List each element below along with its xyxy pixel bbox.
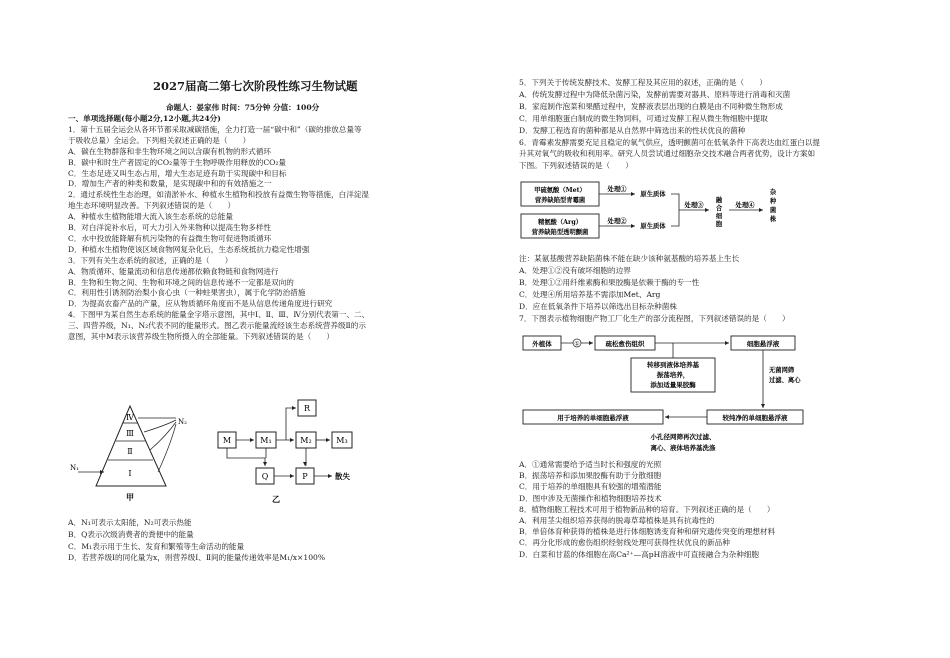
question-line: 4．下图甲为某自然生态系统的能量金字塔示意图，其中Ⅰ、Ⅱ、Ⅲ、Ⅳ分别代表第一、二、 [68,310,370,320]
n2-label: N₂ [178,418,187,426]
strain2-line1: 精氨酸（Arg） [537,219,583,226]
proto1-label: 原生质体 [640,191,666,198]
question-line: B．单倍体育种获得的植株是进行体细胞诱变育种和研究遗传突变的理想材料 [519,527,776,537]
level-1-label: Ⅰ [128,469,132,478]
sieve-note [623,430,743,456]
question-line: B．家庭制作泡菜和果醋过程中，发酵液表层出现的白膜是由不同种微生物形成 [519,101,783,111]
question-line: A．物质循环、能量流动和信息传递都依赖食物链和食物网进行 [68,266,279,276]
hybrid-strain-figure [519,180,819,250]
question-line: 于吸收总量）全运会。下列相关叙述正确的是（ ） [68,135,251,145]
question-line: A．传统发酵过程中为降低杂菌污染，发酵前需要对器具、原料等进行消毒和灭菌 [519,89,791,99]
exam-meta: 命题人：晏家伟 时间：75分钟 分值：100分 [166,103,320,112]
step2-label: 处理② [607,218,627,225]
step1-label: 处理① [607,186,627,193]
question-line: D．发酵工程选育的菌种都是从自然界中筛选出来的性状优良的菌种 [519,125,746,135]
energy-flow-figure [216,398,426,514]
suspension-label: 细胞悬浮液 [746,340,780,348]
question-line: 升其对氧气的吸收和利用率。研究人员尝试通过细胞杂交技术融合两者优势，设计方案如 [519,149,816,159]
level-4-label: Ⅳ [126,413,134,422]
node-q: Q [261,472,269,481]
question-line: C．生态足迹又叫生态占用，增大生态足迹有助于实现碳中和目标 [68,168,287,178]
transfer-line1: 转移到液体培养基 [647,361,699,369]
n1-label: N₁ [70,464,79,472]
question-line: B．振荡培养和添加果胶酶有助于分散细胞 [519,471,662,481]
sieve-line2: 离心、液体培养基洗涤 [650,444,716,452]
strain2-line2: 营养缺陷型透明颤菌 [531,229,589,236]
node-m: M [222,436,232,445]
question-line: 2．通过系统性生态治理，如清淤补水、种植水生植物和投放有益微生物等措施，白洋淀湿 [68,190,369,200]
level-3-label: Ⅲ [126,429,134,438]
question-line: 6．青霉素发酵需要充足且稳定的氧气供应，透明颤菌可在低氧条件下高表达血红蛋白以提 [519,137,820,147]
question-line: C．利用性引诱剂防治梨小食心虫（一种蛀果害虫），属于化学防治措施 [68,288,306,298]
question-line: 3．下列有关生态系统的叙述，正确的是（ ） [68,255,233,265]
question-line: A．碳在生物群落和非生物环境之间以含碳有机物的形式循环 [68,146,271,156]
node-p: P [302,472,308,481]
question-line: C．再分化形成的愈伤组织经射线处理可获得性状优良的新品种 [519,538,730,548]
question-line: B．对白洋淀补水后，可大力引入外来物种以提高生物多样性 [68,223,272,232]
hybrid-result-label: 杂种菌株 [769,189,777,223]
filter-line2: 过滤、离心 [769,377,801,384]
node-m1: M₁ [260,436,272,445]
proto2-label: 原生质体 [640,223,666,230]
strain1-line2: 营养缺陷型青霉菌 [534,197,586,204]
transfer-line3: 添加适量果胶酶 [650,381,696,389]
energy-pyramid-figure [68,400,208,512]
explant-label: 外植体 [532,340,552,348]
question-line: 一、单项选择题(每小题2分,12小题,共24分) [68,114,221,123]
question-line: 地生态环境明显改善。下列叙述错误的是（ ） [68,201,236,211]
question-line: A．处理①②没有破坏细胞的边界 [519,265,631,275]
node-m3: M₃ [336,436,348,445]
question-line: 8．植物细胞工程技术可用于植物新品种的培育。下列叙述正确的是（ ） [519,504,775,514]
question-line: A．利用茎尖组织培养获得的脱毒草莓植株是具有抗毒性的 [519,516,715,525]
pure-suspension-label: 较纯净的单细胞悬浮液 [722,414,788,422]
step4-label: 处理④ [735,202,755,209]
step3-label: 处理③ [684,202,704,209]
q4-option: D．若营养级Ⅰ的同化量为x，则营养级Ⅰ、Ⅱ间的能量传递效率是M₁/x×100% [68,553,326,563]
question-line: A．种植水生植物能增大流入该生态系统的总能量 [68,212,233,222]
question-line: 1．第十五届全运会从各环节都采取减碳措施，全力打造一届“碳中和”（碳的排放总量等 [68,124,362,134]
question-line: B．处理①②用纤维素酶和果胶酶是依赖于酶的专一性 [519,277,700,287]
question-line: C．用于培养的单细胞具有较强的增殖潜能 [519,482,662,492]
node-r: R [303,404,311,413]
question-line: 5．下列关于传统发酵技术、发酵工程及其应用的叙述，正确的是（ ） [519,78,767,87]
question-line: A．①通常需要给予适当时长和强度的光照 [519,460,662,469]
transfer-line2: 振荡培养， [656,371,690,379]
q4-option: B．Q表示次级消费者的粪便中的能量 [68,529,194,539]
figure-yi-caption: 乙 [272,494,280,504]
question-line: 注：某氨基酸营养缺陷菌株不能在缺少该种氨基酸的培养基上生长 [519,254,740,263]
question-line: C．水中投放能降解有机污染物的有益微生物可促进物质循环 [68,233,272,243]
exam-title: 2027届高二第七次阶段性练习生物试题 [153,79,358,93]
final-suspension-label: 用于培养的单细胞悬浮液 [557,414,629,422]
level-2-label: Ⅱ [127,447,133,456]
sieve-line1: 小孔径网筛再次过滤、 [650,433,716,441]
loss-label: 散失 [335,472,350,481]
question-line: 意图，其中M表示该营养级生物所摄入的全部能量。下列叙述错误的是（ ） [68,332,334,341]
question-line: D．应在低氧条件下培养以筛选出目标杂种菌株 [519,301,677,311]
question-line: 三、四营养级，N₁、N₂代表不同的能量形式。图乙表示能量流经该生态系统营养级Ⅱ的示 [68,321,366,331]
question-line: C．用单细胞蛋白制成的微生物饲料，可通过发酵工程从微生物细胞中提取 [519,113,768,123]
question-line: 7．下图表示植物细胞产物工厂化生产的部分流程图，下列叙述错误的是（ ） [519,313,790,323]
figure-jia-caption: 甲 [126,492,134,502]
question-line: 下图。下列叙述错误的是（ ） [519,161,633,171]
question-line: D．为提高农畜产品的产量，应从物质循环角度而不是从信息传递角度进行研究 [68,299,333,309]
cell-product-figure [521,334,821,430]
question-line: D．白菜和甘蓝的体细胞在高Ca²⁺—高pH溶液中可直接融合为杂种细胞 [519,549,759,559]
callus-label: 疏松愈伤组织 [605,340,645,348]
question-line: D．种植水生植物使该区域食物网复杂化后，生态系统抵抗力稳定性增强 [68,244,310,254]
question-line: B．碳中和时生产者固定的CO₂量等于生物呼吸作用释放的CO₂量 [68,157,286,167]
step-1-marker: ① [574,340,580,348]
q4-option: A．N₁可表示太阳能，N₂可表示热能 [68,518,192,527]
question-line: B．生物和生物之间、生物和环境之间的信息传递不一定都是双向的 [68,277,294,287]
fused-cell-label: 融合细胞 [715,197,723,228]
strain1-line1: 甲硫氨酸（Met） [534,187,586,194]
q4-option: C．M₁表示用于生长、发育和繁殖等生命活动的能量 [68,541,245,551]
question-line: D．增加生产者的种类和数量，是实现碳中和的有效措施之一 [68,179,272,189]
question-line: C．处理④所用培养基不需添加Met、Arg [519,289,661,299]
question-line: D．图中涉及无菌操作和植物细胞培养技术 [519,493,662,503]
filter-line1: 无菌网筛 [769,367,795,374]
node-m2: M₂ [300,436,312,445]
